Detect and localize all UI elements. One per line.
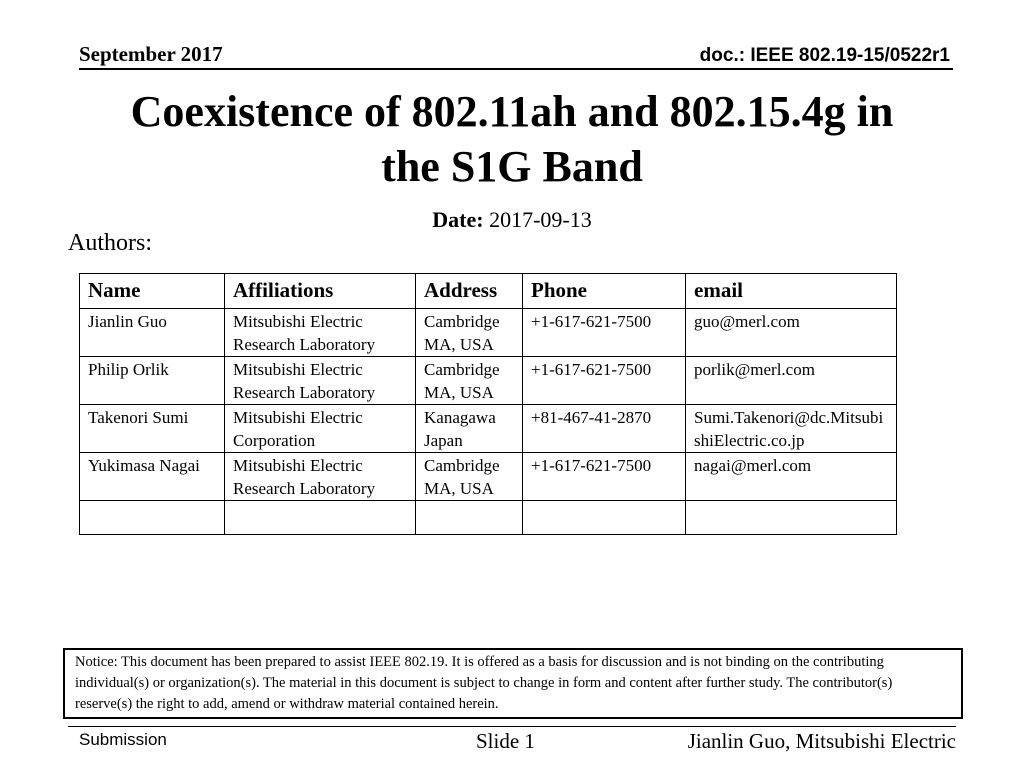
cell-phone bbox=[523, 501, 686, 535]
header-doc-id: doc.: IEEE 802.19-15/0522r1 bbox=[699, 45, 950, 66]
cell-address bbox=[416, 501, 523, 535]
title-line-1: Coexistence of 802.11ah and 802.15.4g in bbox=[130, 87, 894, 136]
cell-phone: +81-467-41-2870 bbox=[523, 405, 686, 453]
cell-name: Jianlin Guo bbox=[80, 309, 225, 357]
cell-address: Kanagawa Japan bbox=[416, 405, 523, 453]
cell-name: Philip Orlik bbox=[80, 357, 225, 405]
authors-table bbox=[79, 273, 897, 535]
date-label: Date: bbox=[432, 207, 484, 232]
slide-title bbox=[40, 84, 984, 194]
footer-rule bbox=[68, 726, 956, 727]
cell-affiliation: Mitsubishi Electric Research Laboratory bbox=[225, 309, 416, 357]
header-phone: Phone bbox=[523, 274, 686, 309]
cell-affiliation bbox=[225, 501, 416, 535]
cell-email: nagai@merl.com bbox=[686, 453, 897, 501]
date-line bbox=[0, 206, 1024, 234]
header-name: Name bbox=[80, 274, 225, 309]
cell-name: Yukimasa Nagai bbox=[80, 453, 225, 501]
cell-address: Cambridge MA, USA bbox=[416, 453, 523, 501]
cell-affiliation: Mitsubishi Electric Research Laboratory bbox=[225, 357, 416, 405]
header-date: September 2017 bbox=[79, 42, 223, 66]
table-row bbox=[80, 309, 897, 357]
date-value: 2017-09-13 bbox=[489, 207, 592, 232]
cell-name: Takenori Sumi bbox=[80, 405, 225, 453]
cell-name bbox=[80, 501, 225, 535]
footer-slide-number: Slide 1 bbox=[476, 729, 535, 753]
cell-email: Sumi.Takenori@dc.MitsubishiElectric.co.jp bbox=[686, 405, 897, 453]
notice-box: Notice: This document has been prepared to assist IEEE 802.19. It is offered as a basis for discussion and is not binding on the contributing individual(s) or organization(s). The material in this document is subject to change in form and content after further study. The contributor(s) reserve(s) the right to add, amend or withdraw material contained herein. bbox=[63, 648, 963, 719]
header-affiliations: Affiliations bbox=[225, 274, 416, 309]
cell-email: guo@merl.com bbox=[686, 309, 897, 357]
cell-phone: +1-617-621-7500 bbox=[523, 357, 686, 405]
cell-email bbox=[686, 501, 897, 535]
cell-email: porlik@merl.com bbox=[686, 357, 897, 405]
table-row bbox=[80, 453, 897, 501]
footer-submission: Submission bbox=[79, 730, 167, 749]
table-row bbox=[80, 405, 897, 453]
cell-phone: +1-617-621-7500 bbox=[523, 309, 686, 357]
header-email: email bbox=[686, 274, 897, 309]
cell-affiliation: Mitsubishi Electric Research Laboratory bbox=[225, 453, 416, 501]
cell-affiliation: Mitsubishi Electric Corporation bbox=[225, 405, 416, 453]
header-address: Address bbox=[416, 274, 523, 309]
title-line-2: the S1G Band bbox=[381, 142, 643, 191]
authors-label: Authors: bbox=[68, 230, 152, 256]
footer-author: Jianlin Guo, Mitsubishi Electric bbox=[687, 729, 956, 753]
cell-phone: +1-617-621-7500 bbox=[523, 453, 686, 501]
table-row bbox=[80, 357, 897, 405]
cell-address: Cambridge MA, USA bbox=[416, 309, 523, 357]
table-row bbox=[80, 501, 897, 535]
header-rule bbox=[79, 68, 953, 70]
table-header-row bbox=[80, 274, 897, 309]
cell-address: Cambridge MA, USA bbox=[416, 357, 523, 405]
